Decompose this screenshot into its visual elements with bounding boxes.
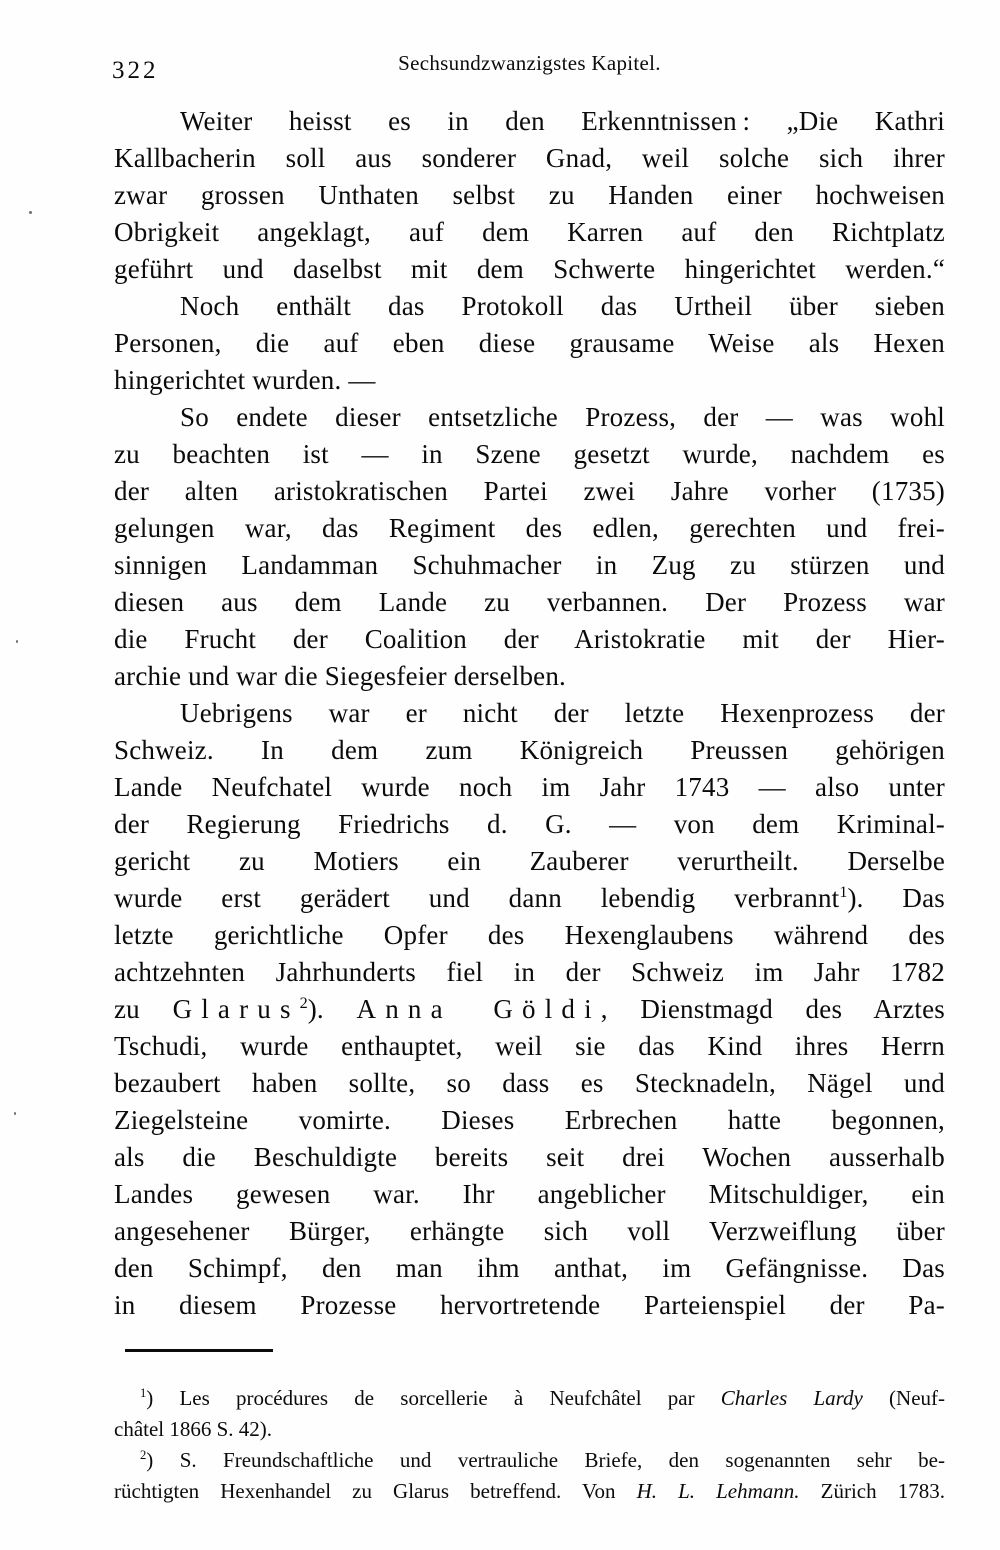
body-text-line — [114, 991, 945, 1028]
text-segment: den Schimpf, den man ihm anthat, im Gefängnisse. Das — [114, 1253, 945, 1283]
text-segment: geführt und daselbst mit dem Schwerte hingerichtet werden.“ — [114, 254, 945, 284]
footnote-marker: 2 — [299, 994, 308, 1012]
footnote-marker: 1 — [839, 883, 848, 901]
text-segment: letzte gerichtliche Opfer des Hexenglaubens während des — [114, 920, 945, 950]
text-segment: (Neuf- — [862, 1386, 945, 1410]
scan-speck — [14, 1112, 16, 1115]
paragraph — [114, 288, 945, 399]
body-text-line — [114, 769, 945, 806]
text-segment: Charles Lardy — [720, 1386, 863, 1410]
text-segment: zu beachten ist — in Szene gesetzt wurde, nachdem es — [114, 439, 945, 469]
body-text-line — [114, 621, 945, 658]
text-segment: Personen, die auf eben diese grausame Weise als Hexen — [114, 328, 945, 358]
text-segment: hingerichtet wurden. — — [114, 365, 376, 395]
text-segment: achtzehnten Jahrhunderts fiel in der Schweiz im Jahr 1782 — [114, 957, 945, 987]
body-text-line — [114, 954, 945, 991]
text-segment: H. L. Lehmann. — [636, 1479, 800, 1503]
text-segment: angesehener Bürger, erhängte sich voll Verzweiflung über — [114, 1216, 945, 1246]
footnote-line — [114, 1414, 945, 1445]
body-text-line — [114, 1065, 945, 1102]
footnote-line — [114, 1383, 945, 1414]
text-segment: Zürich 1783. — [799, 1479, 945, 1503]
body-text-line — [114, 399, 945, 436]
footnote-marker: 1 — [140, 1386, 147, 1400]
body-text-line — [114, 1102, 945, 1139]
body-text — [114, 103, 945, 1324]
text-segment: Weiter heisst es in den Erkenntnissen : „Die Kathri — [180, 106, 945, 136]
footnote-line — [114, 1476, 945, 1507]
text-segment: archie und war die Siegesfeier derselben. — [114, 661, 566, 691]
text-segment: die Frucht der Coalition der Aristokratie mit der Hier- — [114, 624, 945, 654]
body-text-line — [114, 584, 945, 621]
body-text-line — [114, 1028, 945, 1065]
text-segment: in diesem Prozesse hervortretende Parteienspiel der Pa- — [114, 1290, 945, 1320]
text-segment: als die Beschuldigte bereits seit drei Wochen ausserhalb — [114, 1142, 945, 1172]
scan-speck — [29, 211, 32, 214]
text-segment: gelungen war, das Regiment des edlen, gerechten und frei- — [114, 513, 945, 543]
body-text-line — [114, 880, 945, 917]
body-text-line — [114, 1176, 945, 1213]
text-segment: ) S. Freundschaftliche und vertrauliche Briefe, den sogenannten sehr be- — [146, 1448, 945, 1472]
footnotes-section — [114, 1383, 945, 1507]
text-segment: wurde erst gerädert und dann lebendig verbrannt — [114, 883, 840, 913]
paragraph — [114, 399, 945, 695]
body-text-line — [114, 658, 945, 695]
page-number: 322 — [112, 57, 159, 84]
text-segment: Lande Neufchatel wurde noch im Jahr 1743 — also unter — [114, 772, 945, 802]
text-segment: der Regierung Friedrichs d. G. — von dem Kriminal- — [114, 809, 945, 839]
body-text-line — [114, 806, 945, 843]
text-segment: Noch enthält das Protokoll das Urtheil über sieben — [180, 291, 945, 321]
text-segment: diesen aus dem Lande zu verbannen. Der Prozess war — [114, 587, 945, 617]
body-text-line — [114, 325, 945, 362]
text-segment: Ziegelsteine vomirte. Dieses Erbrechen hatte begonnen, — [114, 1105, 945, 1135]
body-text-line — [114, 510, 945, 547]
body-text-line — [114, 214, 945, 251]
scan-speck — [16, 640, 18, 643]
body-text-line — [114, 140, 945, 177]
text-segment: , Dienstmagd des Arztes — [600, 994, 945, 1024]
body-text-line — [114, 362, 945, 399]
paragraph — [114, 103, 945, 288]
body-text-line — [114, 177, 945, 214]
body-text-line — [114, 547, 945, 584]
text-segment: châtel 1866 S. 42). — [114, 1417, 273, 1441]
text-segment: Obrigkeit angeklagt, auf dem Karren auf den Richtplatz — [114, 217, 945, 247]
text-segment: rüchtigten Hexenhandel zu Glarus betreffend. Von — [114, 1479, 637, 1503]
text-segment: ) Les procédures de sorcellerie à Neufchâtel par — [146, 1386, 721, 1410]
text-segment: Uebrigens war er nicht der letzte Hexenprozess der — [180, 698, 945, 728]
text-segment: gericht zu Motiers ein Zauberer verurtheilt. Derselbe — [114, 846, 945, 876]
body-text-line — [114, 695, 945, 732]
text-segment: Landes gewesen war. Ihr angeblicher Mitschuldiger, ein — [114, 1179, 945, 1209]
body-text-line — [114, 251, 945, 288]
body-text-line — [114, 917, 945, 954]
body-text-line — [114, 843, 945, 880]
text-segment: So endete dieser entsetzliche Prozess, der — was wohl — [180, 402, 945, 432]
text-segment: zwar grossen Unthaten selbst zu Handen einer hochweisen — [114, 180, 945, 210]
text-segment: Tschudi, wurde enthauptet, weil sie das Kind ihres Herrn — [114, 1031, 945, 1061]
text-segment: Anna Göldi — [356, 994, 601, 1024]
footnote-line — [114, 1445, 945, 1476]
body-text-line — [114, 1139, 945, 1176]
text-segment: bezaubert haben sollte, so dass es Stecknadeln, Nägel und — [114, 1068, 945, 1098]
text-segment: Kallbacherin soll aus sonderer Gnad, weil solche sich ihrer — [114, 143, 945, 173]
body-text-line — [114, 473, 945, 510]
body-text-line — [114, 436, 945, 473]
text-segment: Glarus — [172, 994, 300, 1024]
body-text-line — [114, 732, 945, 769]
text-segment: ). Das — [847, 883, 945, 913]
body-text-line — [114, 103, 945, 140]
footnote-marker: 2 — [140, 1448, 147, 1462]
text-segment: zu — [114, 994, 173, 1024]
body-text-line — [114, 1287, 945, 1324]
body-text-line — [114, 1213, 945, 1250]
body-text-line — [114, 1250, 945, 1287]
paragraph — [114, 695, 945, 1324]
text-segment: der alten aristokratischen Partei zwei Jahre vorher (1735) — [114, 476, 945, 506]
text-segment: ). — [307, 994, 357, 1024]
footnote-separator — [125, 1349, 273, 1352]
chapter-heading: Sechsundzwanzigstes Kapitel. — [398, 51, 661, 75]
text-segment: Schweiz. In dem zum Königreich Preussen gehörigen — [114, 735, 945, 765]
body-text-line — [114, 288, 945, 325]
text-segment: sinnigen Landamman Schuhmacher in Zug zu stürzen und — [114, 550, 945, 580]
